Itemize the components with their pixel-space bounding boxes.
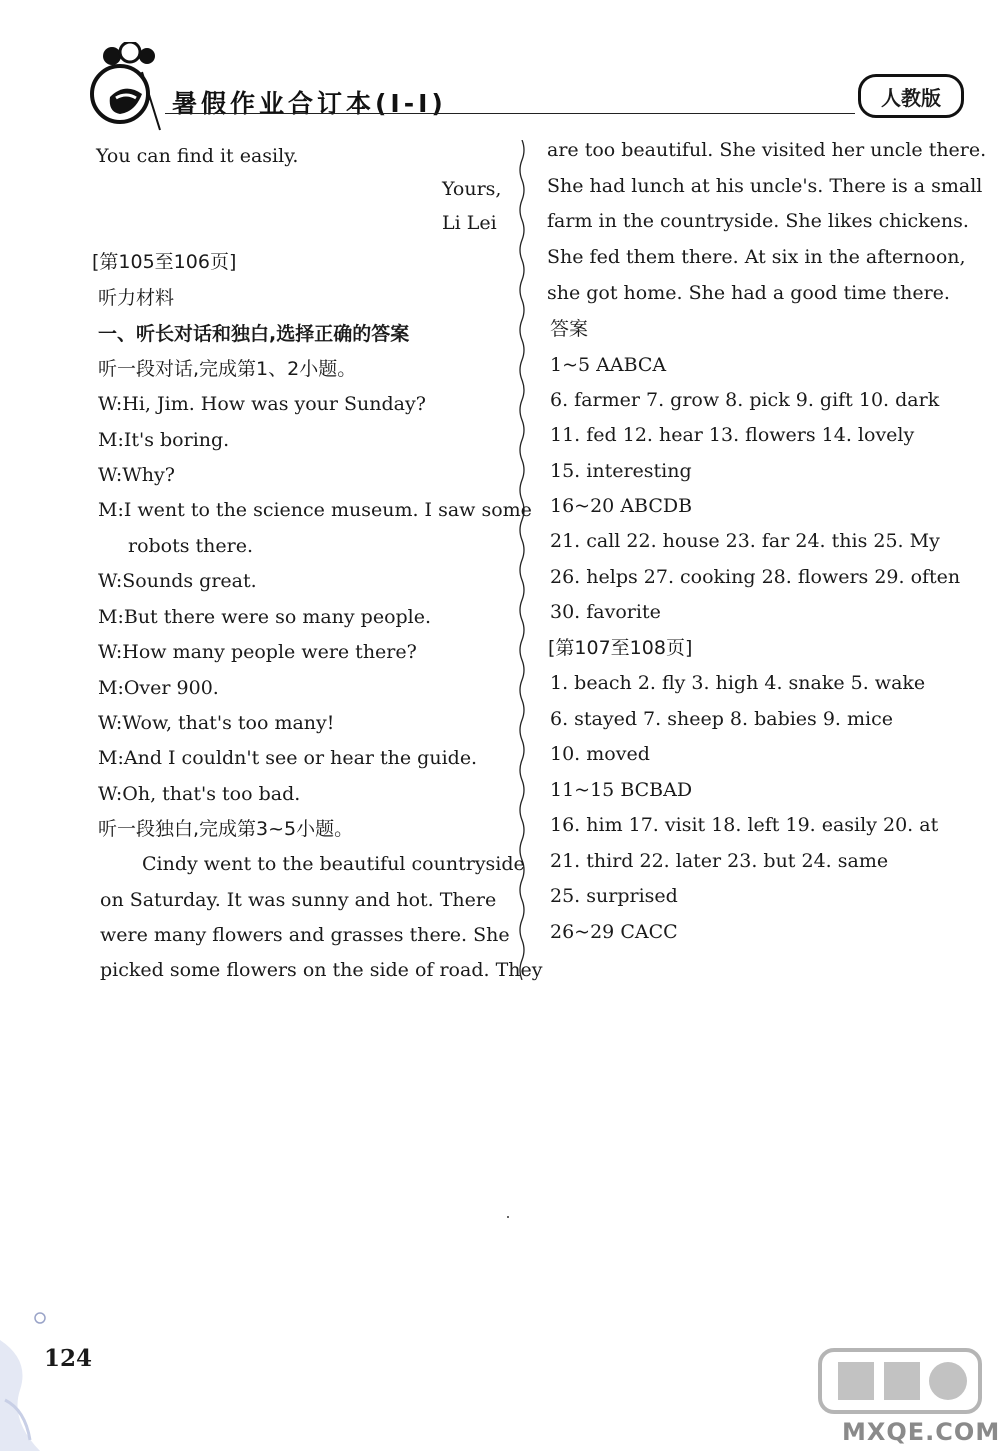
passage-line: are too beautiful. She visited her uncle there. [547,139,987,161]
dialogue-line: W:Why? [98,464,175,486]
dialogue-line: W:Wow, that's too many! [98,712,335,734]
answer-line: 1. beach 2. fly 3. high 4. snake 5. wake [550,672,926,694]
dialogue-line: W:Oh, that's too bad. [98,783,301,805]
dialogue-line: M:It's boring. [98,429,230,451]
letter-closing: Yours, [442,178,502,200]
book-title: 暑假作业合订本(Ⅰ-Ⅰ) [172,89,447,118]
dialogue-line: M:Over 900. [98,677,219,699]
page-header [0,0,1000,140]
dialogue-intro: 听一段对话,完成第1、2小题。 [98,358,357,380]
answer-line: 1~5 AABCA [550,354,667,376]
dialogue-line: robots there. [128,535,254,557]
dialogue-line: M:And I couldn't see or hear the guide. [98,747,478,769]
dialogue-line: M:I went to the science museum. I saw some [98,499,532,521]
answer-line: 30. favorite [550,601,661,623]
answer-line: 26. helps 27. cooking 28. flowers 29. often [550,566,961,588]
answer-line: 26~29 CACC [550,921,678,943]
dialogue-line: M:But there were so many people. [98,606,432,628]
passage-line: Cindy went to the beautiful countryside [142,853,525,875]
dialogue-line: W:Sounds great. [98,570,257,592]
page-number: 124 [44,1345,93,1372]
answer-line: 16. him 17. visit 18. left 19. easily 20. at [550,814,939,836]
passage-line: on Saturday. It was sunny and hot. There [100,889,497,911]
watermark-text: MXQE.COM [842,1418,1000,1446]
passage-line: picked some flowers on the side of road. They [100,959,543,981]
header-rule [165,113,855,114]
stray-dot [507,1216,509,1218]
passage-line: She had lunch at his uncle's. There is a small [547,175,983,197]
listening-heading: 听力材料 [98,287,175,309]
monologue-intro: 听一段独白,完成第3~5小题。 [98,818,354,840]
passage-line: were many flowers and grasses there. She [100,924,510,946]
passage-line: farm in the countryside. She likes chickens. [547,210,969,232]
passage-line: she got home. She had a good time there. [547,282,950,304]
section-header-107-108: [第107至108页] [548,637,693,659]
answer-line: 15. interesting [550,460,692,482]
dialogue-line: W:Hi, Jim. How was your Sunday? [98,393,426,415]
answer-line: 6. stayed 7. sheep 8. babies 9. mice [550,708,893,730]
cartoon-mascot-logo [90,42,170,137]
answer-line: 21. call 22. house 23. far 24. this 25. My [550,530,940,552]
letter-signature: Li Lei [442,212,497,234]
corner-decoration [0,1300,80,1451]
letter-closing-sentence: You can find it easily. [96,145,299,167]
answer-line: 6. farmer 7. grow 8. pick 9. gift 10. dark [550,389,940,411]
edition-badge: 人教版 [858,74,964,118]
answer-line: 21. third 22. later 23. but 24. same [550,850,889,872]
answer-line: 10. moved [550,743,650,765]
answer-line: 25. surprised [550,885,678,907]
answer-line: 11~15 BCBAD [550,779,693,801]
section-instruction: 一、听长对话和独白,选择正确的答案 [98,323,410,345]
passage-line: She fed them there. At six in the afternoon, [547,246,966,268]
answer-line: 11. fed 12. hear 13. flowers 14. lovely [550,424,915,446]
dialogue-line: W:How many people were there? [98,641,417,663]
section-header-105-106: [第105至106页] [92,251,237,273]
answer-line: 16~20 ABCDB [550,495,693,517]
answers-heading: 答案 [550,318,589,340]
